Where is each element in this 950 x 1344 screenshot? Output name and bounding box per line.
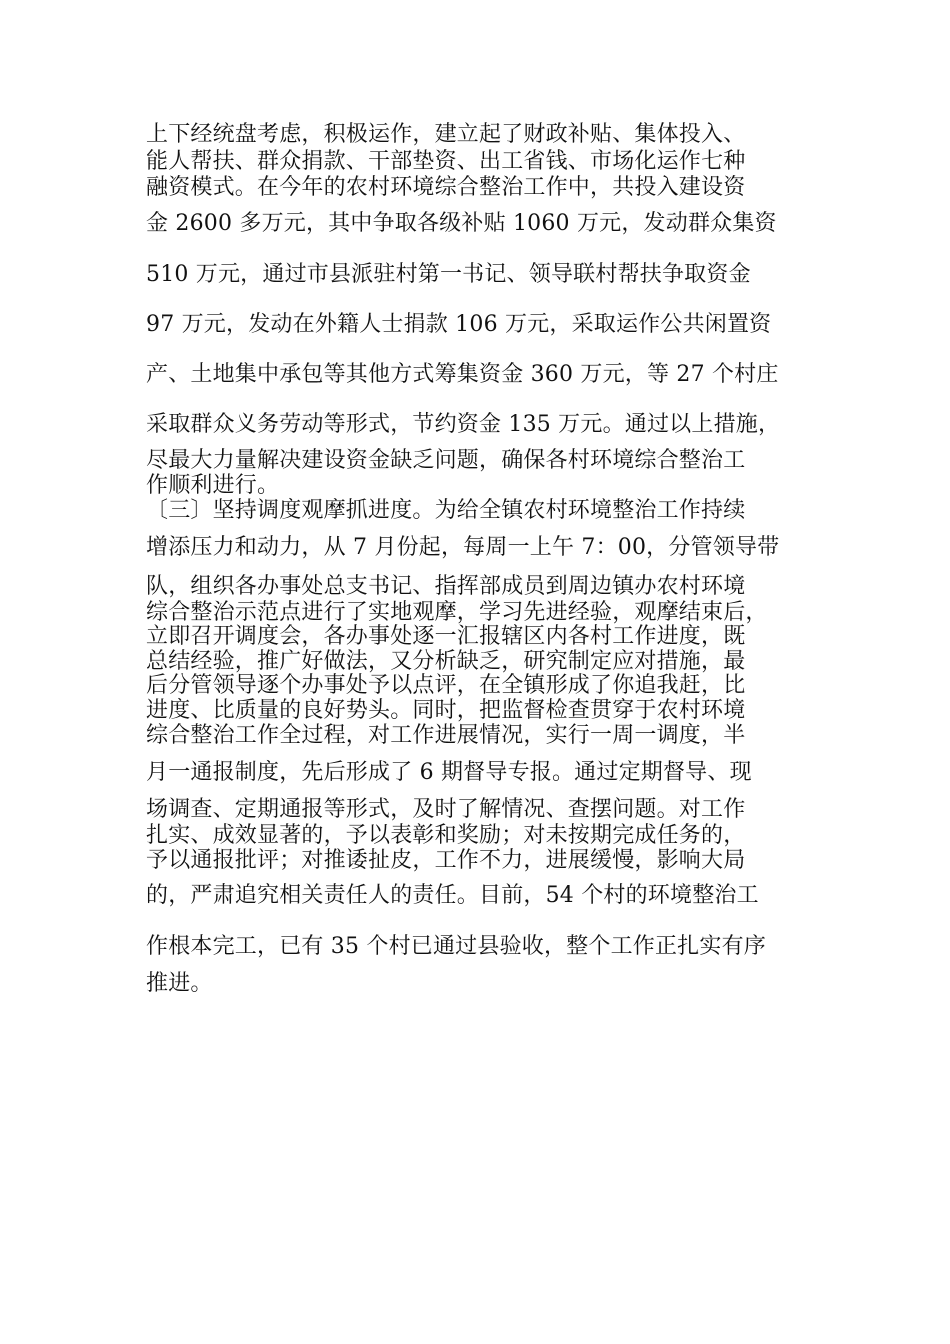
text-line: 队，组织各办事处总支书记、指挥部成员到周边镇办农村环境 [146, 574, 746, 599]
section-heading-line: 〔三〕坚持调度观摩抓进度。为给全镇农村环境整治工作持续 [146, 498, 746, 523]
text-line: 融资模式。在今年的农村环境综合整治工作中，共投入建设资 [146, 175, 746, 200]
text-line: 尽最大力量解决建设资金缺乏问题，确保各村环境综合整治工 [146, 448, 746, 473]
text-line: 立即召开调度会，各办事处逐一汇报辖区内各村工作进度，既 [146, 624, 746, 649]
text-line: 予以通报批评；对推诿扯皮，工作不力，进展缓慢，影响大局 [146, 848, 746, 873]
text-line: 场调查、定期通报等形式，及时了解情况、查摆问题。对工作 [146, 797, 746, 822]
text-line: 增添压力和动力，从 7 月份起，每周一上午 7：00，分管领导带 [146, 535, 780, 560]
text-line: 进度、比质量的良好势头。同时，把监督检查贯穿于农村环境 [146, 698, 746, 723]
text-line: 推进。 [146, 971, 213, 996]
text-line: 采取群众义务劳动等形式，节约资金 135 万元。通过以上措施， [146, 412, 781, 437]
text-line: 的，严肃追究相关责任人的责任。目前，54 个村的环境整治工 [146, 883, 759, 908]
text-line: 作根本完工，已有 35 个村已通过县验收，整个工作正扎实有序 [146, 934, 766, 959]
text-line: 产、土地集中承包等其他方式筹集资金 360 万元，等 27 个村庄 [146, 362, 779, 387]
text-line: 扎实、成效显著的，予以表彰和奖励；对未按期完成任务的， [146, 823, 746, 848]
text-line: 月一通报制度，先后形成了 6 期督导专报。通过定期督导、现 [146, 760, 752, 785]
text-line: 上下经统盘考虑，积极运作，建立起了财政补贴、集体投入、 [146, 122, 746, 147]
text-line: 能人帮扶、群众捐款、干部垫资、出工省钱、市场化运作七种 [146, 149, 746, 174]
text-line: 金 2600 多万元，其中争取各级补贴 1060 万元，发动群众集资 [146, 211, 777, 236]
text-line: 作顺利进行。 [146, 473, 280, 498]
text-line: 后分管领导逐个办事处予以点评，在全镇形成了你追我赶，比 [146, 673, 746, 698]
text-line: 综合整治工作全过程，对工作进展情况，实行一周一调度，半 [146, 723, 746, 748]
text-line: 97 万元，发动在外籍人士捐款 106 万元，采取运作公共闲置资 [146, 312, 772, 337]
text-line: 总结经验，推广好做法，又分析缺乏，研究制定应对措施，最 [146, 649, 746, 674]
text-line: 综合整治示范点进行了实地观摩，学习先进经验，观摩结束后， [146, 600, 768, 625]
text-line: 510 万元，通过市县派驻村第一书记、领导联村帮扶争取资金 [146, 262, 751, 287]
